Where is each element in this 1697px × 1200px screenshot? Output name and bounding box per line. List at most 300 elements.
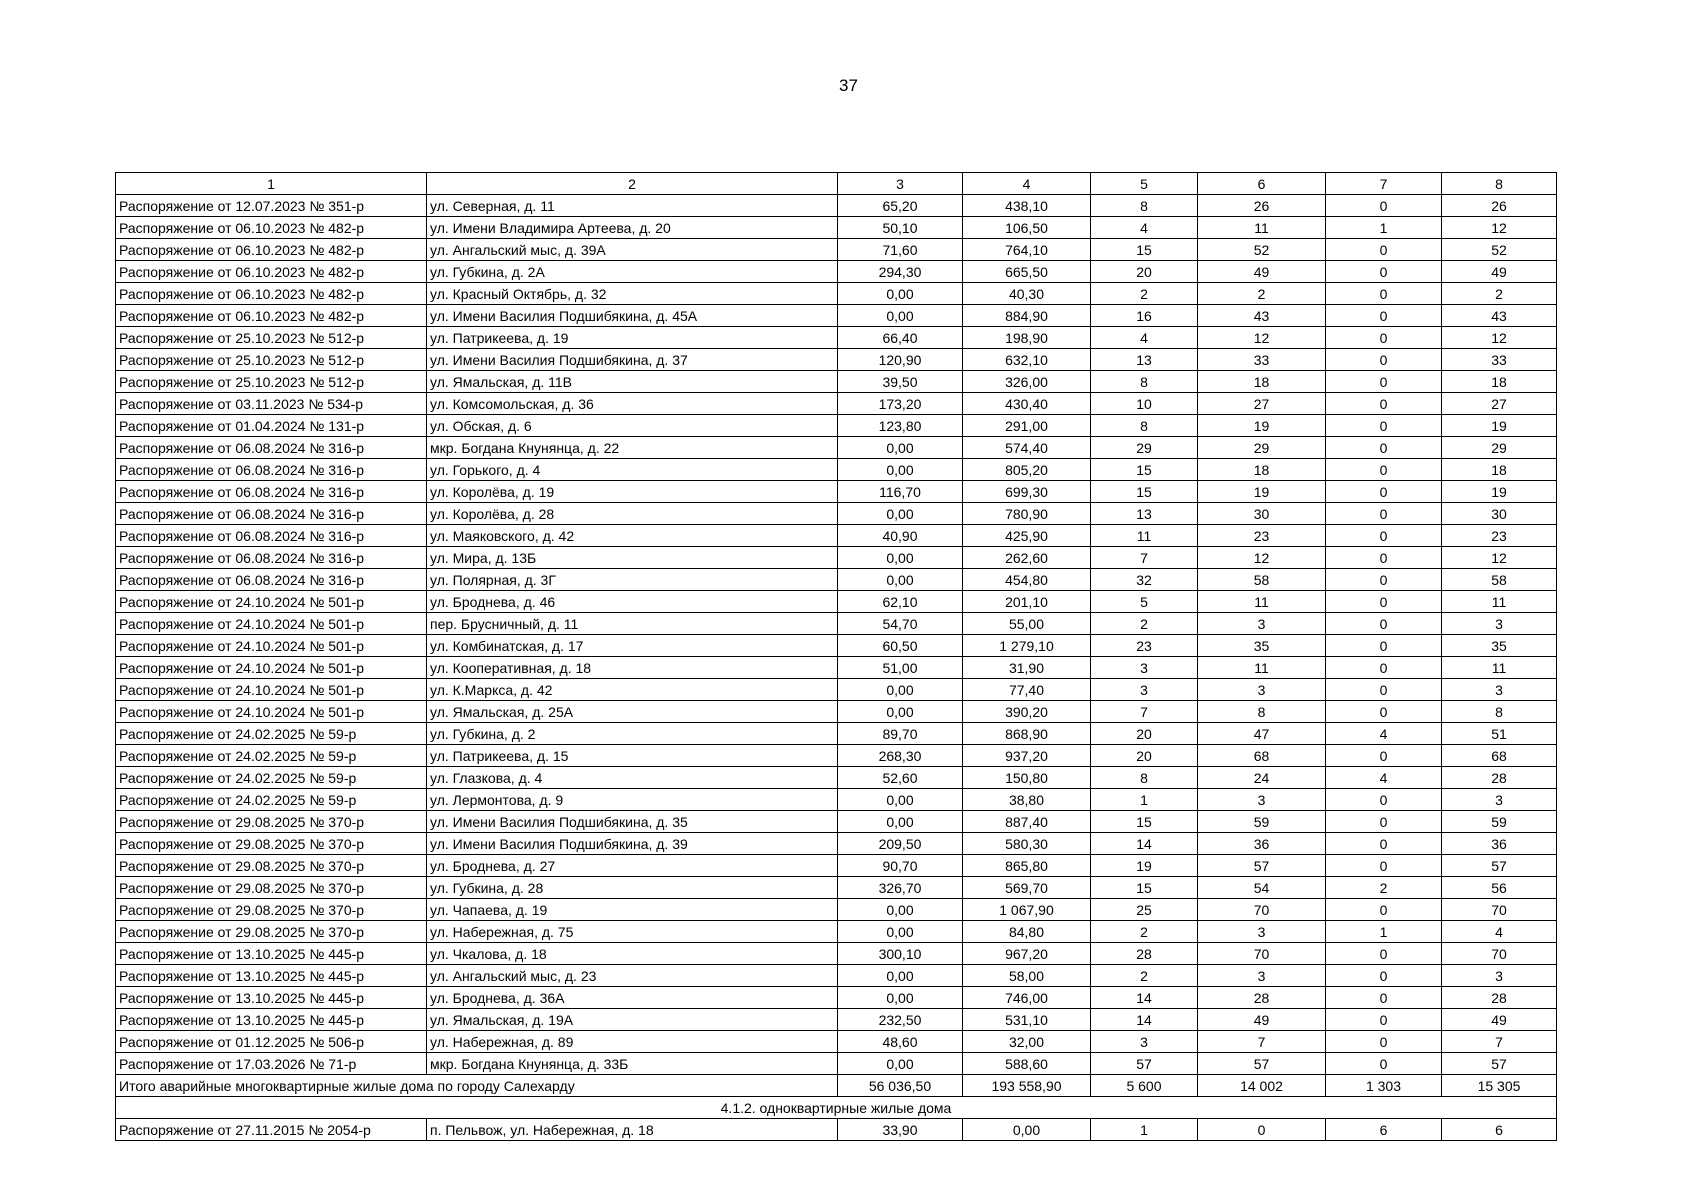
value-cell: 0 bbox=[1326, 987, 1442, 1009]
document-cell: Распоряжение от 03.11.2023 № 534-р bbox=[116, 393, 427, 415]
document-cell: Распоряжение от 06.10.2023 № 482-р bbox=[116, 305, 427, 327]
value-cell: 326,00 bbox=[963, 371, 1091, 393]
value-cell: 7 bbox=[1198, 1031, 1326, 1053]
section-title: 4.1.2. одноквартирные жилые дома bbox=[116, 1097, 1557, 1119]
table-row bbox=[116, 371, 1557, 393]
value-cell: 52 bbox=[1198, 239, 1326, 261]
column-header: 6 bbox=[1198, 173, 1326, 195]
value-cell: 1 067,90 bbox=[963, 899, 1091, 921]
column-header: 3 bbox=[838, 173, 963, 195]
column-header: 5 bbox=[1091, 173, 1198, 195]
value-cell: 0,00 bbox=[838, 679, 963, 701]
value-cell: 19 bbox=[1198, 415, 1326, 437]
value-cell: 454,80 bbox=[963, 569, 1091, 591]
value-cell: 57 bbox=[1198, 1053, 1326, 1075]
value-cell: 3 bbox=[1198, 679, 1326, 701]
table-row bbox=[116, 635, 1557, 657]
table-row bbox=[116, 613, 1557, 635]
value-cell: 14 bbox=[1091, 987, 1198, 1009]
value-cell: 937,20 bbox=[963, 745, 1091, 767]
table-row bbox=[116, 569, 1557, 591]
value-cell: 120,90 bbox=[838, 349, 963, 371]
value-cell: 84,80 bbox=[963, 921, 1091, 943]
address-cell: ул. Имени Василия Подшибякина, д. 37 bbox=[427, 349, 838, 371]
value-cell: 2 bbox=[1091, 921, 1198, 943]
value-cell: 19 bbox=[1091, 855, 1198, 877]
value-cell: 26 bbox=[1198, 195, 1326, 217]
address-cell: ул. Королёва, д. 19 bbox=[427, 481, 838, 503]
address-cell: мкр. Богдана Кнунянца, д. 33Б bbox=[427, 1053, 838, 1075]
value-cell: 8 bbox=[1091, 767, 1198, 789]
table-row bbox=[116, 921, 1557, 943]
value-cell: 7 bbox=[1091, 701, 1198, 723]
total-value-cell: 1 303 bbox=[1326, 1075, 1442, 1097]
value-cell: 0,00 bbox=[838, 503, 963, 525]
value-cell: 30 bbox=[1442, 503, 1557, 525]
value-cell: 116,70 bbox=[838, 481, 963, 503]
document-cell: Распоряжение от 24.02.2025 № 59-р bbox=[116, 723, 427, 745]
document-cell: Распоряжение от 29.08.2025 № 370-р bbox=[116, 899, 427, 921]
value-cell: 0 bbox=[1326, 965, 1442, 987]
value-cell: 27 bbox=[1198, 393, 1326, 415]
value-cell: 3 bbox=[1091, 1031, 1198, 1053]
value-cell: 71,60 bbox=[838, 239, 963, 261]
value-cell: 780,90 bbox=[963, 503, 1091, 525]
value-cell: 588,60 bbox=[963, 1053, 1091, 1075]
table-row bbox=[116, 1009, 1557, 1031]
value-cell: 0 bbox=[1326, 327, 1442, 349]
value-cell: 0 bbox=[1326, 855, 1442, 877]
value-cell: 49 bbox=[1198, 261, 1326, 283]
value-cell: 20 bbox=[1091, 261, 1198, 283]
address-cell: ул. Имени Владимира Артеева, д. 20 bbox=[427, 217, 838, 239]
value-cell: 0 bbox=[1326, 635, 1442, 657]
address-cell: ул. Броднева, д. 46 bbox=[427, 591, 838, 613]
table-row bbox=[116, 349, 1557, 371]
value-cell: 3 bbox=[1198, 789, 1326, 811]
value-cell: 57 bbox=[1442, 1053, 1557, 1075]
table-row bbox=[116, 833, 1557, 855]
value-cell: 425,90 bbox=[963, 525, 1091, 547]
value-cell: 25 bbox=[1091, 899, 1198, 921]
table-row bbox=[116, 899, 1557, 921]
document-cell: Распоряжение от 17.03.2026 № 71-р bbox=[116, 1053, 427, 1075]
address-cell: ул. Имени Василия Подшибякина, д. 39 bbox=[427, 833, 838, 855]
value-cell: 0,00 bbox=[838, 789, 963, 811]
value-cell: 868,90 bbox=[963, 723, 1091, 745]
table-row bbox=[116, 591, 1557, 613]
value-cell: 0 bbox=[1326, 459, 1442, 481]
value-cell: 15 bbox=[1091, 459, 1198, 481]
table-row bbox=[116, 657, 1557, 679]
value-cell: 68 bbox=[1442, 745, 1557, 767]
value-cell: 19 bbox=[1442, 481, 1557, 503]
address-cell: ул. Имени Василия Подшибякина, д. 45А bbox=[427, 305, 838, 327]
value-cell: 48,60 bbox=[838, 1031, 963, 1053]
total-row bbox=[116, 1075, 1557, 1097]
value-cell: 764,10 bbox=[963, 239, 1091, 261]
value-cell: 43 bbox=[1198, 305, 1326, 327]
value-cell: 70 bbox=[1198, 943, 1326, 965]
value-cell: 8 bbox=[1091, 195, 1198, 217]
value-cell: 2 bbox=[1091, 283, 1198, 305]
document-cell: Распоряжение от 13.10.2025 № 445-р bbox=[116, 1009, 427, 1031]
document-cell: Распоряжение от 24.10.2024 № 501-р bbox=[116, 635, 427, 657]
value-cell: 40,90 bbox=[838, 525, 963, 547]
value-cell: 0 bbox=[1326, 591, 1442, 613]
document-cell: Распоряжение от 01.04.2024 № 131-р bbox=[116, 415, 427, 437]
value-cell: 0 bbox=[1326, 943, 1442, 965]
table-row bbox=[116, 745, 1557, 767]
value-cell: 0,00 bbox=[838, 283, 963, 305]
document-cell: Распоряжение от 06.08.2024 № 316-р bbox=[116, 459, 427, 481]
address-cell: ул. Чкалова, д. 18 bbox=[427, 943, 838, 965]
total-label: Итого аварийные многоквартирные жилые дома по городу Салехарду bbox=[116, 1075, 838, 1097]
address-cell: ул. Набережная, д. 89 bbox=[427, 1031, 838, 1053]
value-cell: 52 bbox=[1442, 239, 1557, 261]
document-cell: Распоряжение от 06.10.2023 № 482-р bbox=[116, 283, 427, 305]
value-cell: 15 bbox=[1091, 481, 1198, 503]
value-cell: 57 bbox=[1091, 1053, 1198, 1075]
table-row bbox=[116, 811, 1557, 833]
value-cell: 865,80 bbox=[963, 855, 1091, 877]
value-cell: 3 bbox=[1442, 965, 1557, 987]
table-row bbox=[116, 525, 1557, 547]
total-value-cell: 15 305 bbox=[1442, 1075, 1557, 1097]
table-row bbox=[116, 701, 1557, 723]
value-cell: 55,00 bbox=[963, 613, 1091, 635]
value-cell: 2 bbox=[1442, 283, 1557, 305]
housing-table bbox=[115, 172, 1557, 1141]
value-cell: 7 bbox=[1091, 547, 1198, 569]
value-cell: 14 bbox=[1091, 1009, 1198, 1031]
value-cell: 54 bbox=[1198, 877, 1326, 899]
address-cell: ул. Губкина, д. 2А bbox=[427, 261, 838, 283]
value-cell: 1 bbox=[1326, 921, 1442, 943]
value-cell: 8 bbox=[1442, 701, 1557, 723]
document-cell: Распоряжение от 29.08.2025 № 370-р bbox=[116, 855, 427, 877]
document-cell: Распоряжение от 29.08.2025 № 370-р bbox=[116, 811, 427, 833]
value-cell: 0,00 bbox=[838, 459, 963, 481]
value-cell: 32,00 bbox=[963, 1031, 1091, 1053]
value-cell: 38,80 bbox=[963, 789, 1091, 811]
value-cell: 52,60 bbox=[838, 767, 963, 789]
value-cell: 62,10 bbox=[838, 591, 963, 613]
value-cell: 58,00 bbox=[963, 965, 1091, 987]
value-cell: 0 bbox=[1326, 283, 1442, 305]
table-row bbox=[116, 855, 1557, 877]
column-header: 1 bbox=[116, 173, 427, 195]
column-header: 4 bbox=[963, 173, 1091, 195]
document-cell: Распоряжение от 24.10.2024 № 501-р bbox=[116, 591, 427, 613]
value-cell: 89,70 bbox=[838, 723, 963, 745]
table-row bbox=[116, 1053, 1557, 1075]
document-cell: Распоряжение от 13.10.2025 № 445-р bbox=[116, 987, 427, 1009]
value-cell: 173,20 bbox=[838, 393, 963, 415]
value-cell: 1 bbox=[1326, 217, 1442, 239]
address-cell: ул. Ямальская, д. 11В bbox=[427, 371, 838, 393]
table-row bbox=[116, 547, 1557, 569]
address-cell: ул. Горького, д. 4 bbox=[427, 459, 838, 481]
table-row bbox=[116, 987, 1557, 1009]
value-cell: 70 bbox=[1442, 943, 1557, 965]
value-cell: 33 bbox=[1198, 349, 1326, 371]
document-cell: Распоряжение от 06.08.2024 № 316-р bbox=[116, 525, 427, 547]
table-row bbox=[116, 877, 1557, 899]
value-cell: 23 bbox=[1198, 525, 1326, 547]
table-row bbox=[116, 789, 1557, 811]
value-cell: 11 bbox=[1198, 591, 1326, 613]
value-cell: 8 bbox=[1198, 701, 1326, 723]
value-cell: 0 bbox=[1326, 613, 1442, 635]
value-cell: 0 bbox=[1326, 899, 1442, 921]
value-cell: 232,50 bbox=[838, 1009, 963, 1031]
value-cell: 0,00 bbox=[838, 437, 963, 459]
value-cell: 47 bbox=[1198, 723, 1326, 745]
address-cell: мкр. Богдана Кнунянца, д. 22 bbox=[427, 437, 838, 459]
document-cell: Распоряжение от 06.08.2024 № 316-р bbox=[116, 503, 427, 525]
value-cell: 70 bbox=[1198, 899, 1326, 921]
document-cell: Распоряжение от 24.02.2025 № 59-р bbox=[116, 745, 427, 767]
value-cell: 36 bbox=[1198, 833, 1326, 855]
address-cell: п. Пельвож, ул. Набережная, д. 18 bbox=[427, 1119, 838, 1141]
value-cell: 531,10 bbox=[963, 1009, 1091, 1031]
table-row bbox=[116, 327, 1557, 349]
table-row bbox=[116, 481, 1557, 503]
document-cell: Распоряжение от 24.10.2024 № 501-р bbox=[116, 657, 427, 679]
document-cell: Распоряжение от 25.10.2023 № 512-р bbox=[116, 371, 427, 393]
value-cell: 28 bbox=[1442, 767, 1557, 789]
value-cell: 887,40 bbox=[963, 811, 1091, 833]
address-cell: ул. Ямальская, д. 25А bbox=[427, 701, 838, 723]
value-cell: 390,20 bbox=[963, 701, 1091, 723]
value-cell: 0 bbox=[1326, 371, 1442, 393]
document-cell: Распоряжение от 24.10.2024 № 501-р bbox=[116, 701, 427, 723]
value-cell: 65,20 bbox=[838, 195, 963, 217]
value-cell: 11 bbox=[1442, 657, 1557, 679]
value-cell: 28 bbox=[1091, 943, 1198, 965]
value-cell: 3 bbox=[1198, 613, 1326, 635]
address-cell: ул. Губкина, д. 28 bbox=[427, 877, 838, 899]
value-cell: 0,00 bbox=[838, 569, 963, 591]
page-number: 37 bbox=[839, 76, 858, 95]
value-cell: 15 bbox=[1091, 811, 1198, 833]
document-cell: Распоряжение от 06.08.2024 № 316-р bbox=[116, 437, 427, 459]
address-cell: ул. Глазкова, д. 4 bbox=[427, 767, 838, 789]
value-cell: 0 bbox=[1326, 349, 1442, 371]
document-cell: Распоряжение от 25.10.2023 № 512-р bbox=[116, 327, 427, 349]
document-cell: Распоряжение от 06.08.2024 № 316-р bbox=[116, 547, 427, 569]
value-cell: 106,50 bbox=[963, 217, 1091, 239]
value-cell: 0,00 bbox=[838, 987, 963, 1009]
value-cell: 57 bbox=[1442, 855, 1557, 877]
value-cell: 4 bbox=[1091, 327, 1198, 349]
value-cell: 12 bbox=[1442, 547, 1557, 569]
value-cell: 3 bbox=[1442, 613, 1557, 635]
value-cell: 0 bbox=[1326, 1031, 1442, 1053]
value-cell: 2 bbox=[1091, 965, 1198, 987]
value-cell: 6 bbox=[1442, 1119, 1557, 1141]
value-cell: 29 bbox=[1442, 437, 1557, 459]
document-cell: Распоряжение от 29.08.2025 № 370-р bbox=[116, 833, 427, 855]
address-cell: ул. Ангальский мыс, д. 23 bbox=[427, 965, 838, 987]
value-cell: 18 bbox=[1198, 371, 1326, 393]
address-cell: ул. Обская, д. 6 bbox=[427, 415, 838, 437]
value-cell: 12 bbox=[1198, 327, 1326, 349]
value-cell: 57 bbox=[1198, 855, 1326, 877]
section-title-row bbox=[116, 1097, 1557, 1119]
address-cell: ул. Северная, д. 11 bbox=[427, 195, 838, 217]
total-value-cell: 56 036,50 bbox=[838, 1075, 963, 1097]
value-cell: 58 bbox=[1442, 569, 1557, 591]
value-cell: 59 bbox=[1442, 811, 1557, 833]
value-cell: 36 bbox=[1442, 833, 1557, 855]
value-cell: 14 bbox=[1091, 833, 1198, 855]
document-cell: Распоряжение от 25.10.2023 № 512-р bbox=[116, 349, 427, 371]
total-value-cell: 5 600 bbox=[1091, 1075, 1198, 1097]
document-cell: Распоряжение от 01.12.2025 № 506-р bbox=[116, 1031, 427, 1053]
table-row bbox=[116, 283, 1557, 305]
document-cell: Распоряжение от 06.10.2023 № 482-р bbox=[116, 239, 427, 261]
value-cell: 39,50 bbox=[838, 371, 963, 393]
value-cell: 13 bbox=[1091, 503, 1198, 525]
value-cell: 209,50 bbox=[838, 833, 963, 855]
value-cell: 4 bbox=[1326, 767, 1442, 789]
value-cell: 2 bbox=[1091, 613, 1198, 635]
value-cell: 40,30 bbox=[963, 283, 1091, 305]
address-cell: ул. Броднева, д. 27 bbox=[427, 855, 838, 877]
table-row bbox=[116, 261, 1557, 283]
value-cell: 0 bbox=[1326, 701, 1442, 723]
value-cell: 20 bbox=[1091, 723, 1198, 745]
value-cell: 0 bbox=[1326, 503, 1442, 525]
value-cell: 10 bbox=[1091, 393, 1198, 415]
value-cell: 28 bbox=[1442, 987, 1557, 1009]
address-cell: ул. К.Маркса, д. 42 bbox=[427, 679, 838, 701]
value-cell: 19 bbox=[1442, 415, 1557, 437]
address-cell: ул. Красный Октябрь, д. 32 bbox=[427, 283, 838, 305]
address-cell: ул. Набережная, д. 75 bbox=[427, 921, 838, 943]
address-cell: ул. Чапаева, д. 19 bbox=[427, 899, 838, 921]
value-cell: 569,70 bbox=[963, 877, 1091, 899]
document-cell: Распоряжение от 24.10.2024 № 501-р bbox=[116, 613, 427, 635]
document-cell: Распоряжение от 06.10.2023 № 482-р bbox=[116, 261, 427, 283]
value-cell: 0,00 bbox=[838, 305, 963, 327]
value-cell: 123,80 bbox=[838, 415, 963, 437]
value-cell: 0 bbox=[1326, 261, 1442, 283]
value-cell: 24 bbox=[1198, 767, 1326, 789]
value-cell: 0 bbox=[1326, 569, 1442, 591]
value-cell: 1 bbox=[1091, 789, 1198, 811]
document-cell: Распоряжение от 29.08.2025 № 370-р bbox=[116, 877, 427, 899]
value-cell: 11 bbox=[1442, 591, 1557, 613]
value-cell: 0,00 bbox=[838, 965, 963, 987]
value-cell: 0 bbox=[1326, 789, 1442, 811]
address-cell: ул. Имени Василия Подшибякина, д. 35 bbox=[427, 811, 838, 833]
value-cell: 15 bbox=[1091, 239, 1198, 261]
value-cell: 18 bbox=[1198, 459, 1326, 481]
value-cell: 59 bbox=[1198, 811, 1326, 833]
value-cell: 18 bbox=[1442, 459, 1557, 481]
value-cell: 51,00 bbox=[838, 657, 963, 679]
value-cell: 0 bbox=[1326, 745, 1442, 767]
value-cell: 746,00 bbox=[963, 987, 1091, 1009]
table-row bbox=[116, 217, 1557, 239]
value-cell: 632,10 bbox=[963, 349, 1091, 371]
value-cell: 33,90 bbox=[838, 1119, 963, 1141]
value-cell: 50,10 bbox=[838, 217, 963, 239]
value-cell: 0,00 bbox=[838, 811, 963, 833]
document-cell: Распоряжение от 06.08.2024 № 316-р bbox=[116, 569, 427, 591]
value-cell: 0,00 bbox=[838, 899, 963, 921]
document-cell: Распоряжение от 13.10.2025 № 445-р bbox=[116, 965, 427, 987]
value-cell: 574,40 bbox=[963, 437, 1091, 459]
value-cell: 31,90 bbox=[963, 657, 1091, 679]
value-cell: 30 bbox=[1198, 503, 1326, 525]
value-cell: 35 bbox=[1198, 635, 1326, 657]
value-cell: 26 bbox=[1442, 195, 1557, 217]
value-cell: 12 bbox=[1442, 327, 1557, 349]
table-row bbox=[116, 965, 1557, 987]
table-row bbox=[116, 679, 1557, 701]
value-cell: 2 bbox=[1326, 877, 1442, 899]
total-value-cell: 193 558,90 bbox=[963, 1075, 1091, 1097]
total-value-cell: 14 002 bbox=[1198, 1075, 1326, 1097]
value-cell: 11 bbox=[1091, 525, 1198, 547]
value-cell: 29 bbox=[1198, 437, 1326, 459]
value-cell: 805,20 bbox=[963, 459, 1091, 481]
value-cell: 300,10 bbox=[838, 943, 963, 965]
table-row bbox=[116, 393, 1557, 415]
value-cell: 0 bbox=[1326, 195, 1442, 217]
value-cell: 18 bbox=[1442, 371, 1557, 393]
document-cell: Распоряжение от 24.02.2025 № 59-р bbox=[116, 789, 427, 811]
value-cell: 7 bbox=[1442, 1031, 1557, 1053]
value-cell: 49 bbox=[1442, 1009, 1557, 1031]
value-cell: 326,70 bbox=[838, 877, 963, 899]
value-cell: 66,40 bbox=[838, 327, 963, 349]
value-cell: 201,10 bbox=[963, 591, 1091, 613]
value-cell: 28 bbox=[1198, 987, 1326, 1009]
value-cell: 0 bbox=[1326, 481, 1442, 503]
value-cell: 4 bbox=[1326, 723, 1442, 745]
value-cell: 0 bbox=[1326, 437, 1442, 459]
address-cell: ул. Броднева, д. 36А bbox=[427, 987, 838, 1009]
table-row bbox=[116, 437, 1557, 459]
value-cell: 0 bbox=[1326, 679, 1442, 701]
column-header: 8 bbox=[1442, 173, 1557, 195]
address-cell: ул. Лермонтова, д. 9 bbox=[427, 789, 838, 811]
document-cell: Распоряжение от 29.08.2025 № 370-р bbox=[116, 921, 427, 943]
value-cell: 3 bbox=[1091, 657, 1198, 679]
table-row bbox=[116, 943, 1557, 965]
value-cell: 665,50 bbox=[963, 261, 1091, 283]
address-cell: ул. Мира, д. 13Б bbox=[427, 547, 838, 569]
value-cell: 198,90 bbox=[963, 327, 1091, 349]
address-cell: пер. Брусничный, д. 11 bbox=[427, 613, 838, 635]
value-cell: 262,60 bbox=[963, 547, 1091, 569]
value-cell: 19 bbox=[1198, 481, 1326, 503]
value-cell: 20 bbox=[1091, 745, 1198, 767]
value-cell: 12 bbox=[1198, 547, 1326, 569]
document-cell: Распоряжение от 24.10.2024 № 501-р bbox=[116, 679, 427, 701]
address-cell: ул. Ямальская, д. 19А bbox=[427, 1009, 838, 1031]
address-cell: ул. Комбинатская, д. 17 bbox=[427, 635, 838, 657]
value-cell: 438,10 bbox=[963, 195, 1091, 217]
value-cell: 0 bbox=[1326, 239, 1442, 261]
value-cell: 16 bbox=[1091, 305, 1198, 327]
address-cell: ул. Патрикеева, д. 15 bbox=[427, 745, 838, 767]
